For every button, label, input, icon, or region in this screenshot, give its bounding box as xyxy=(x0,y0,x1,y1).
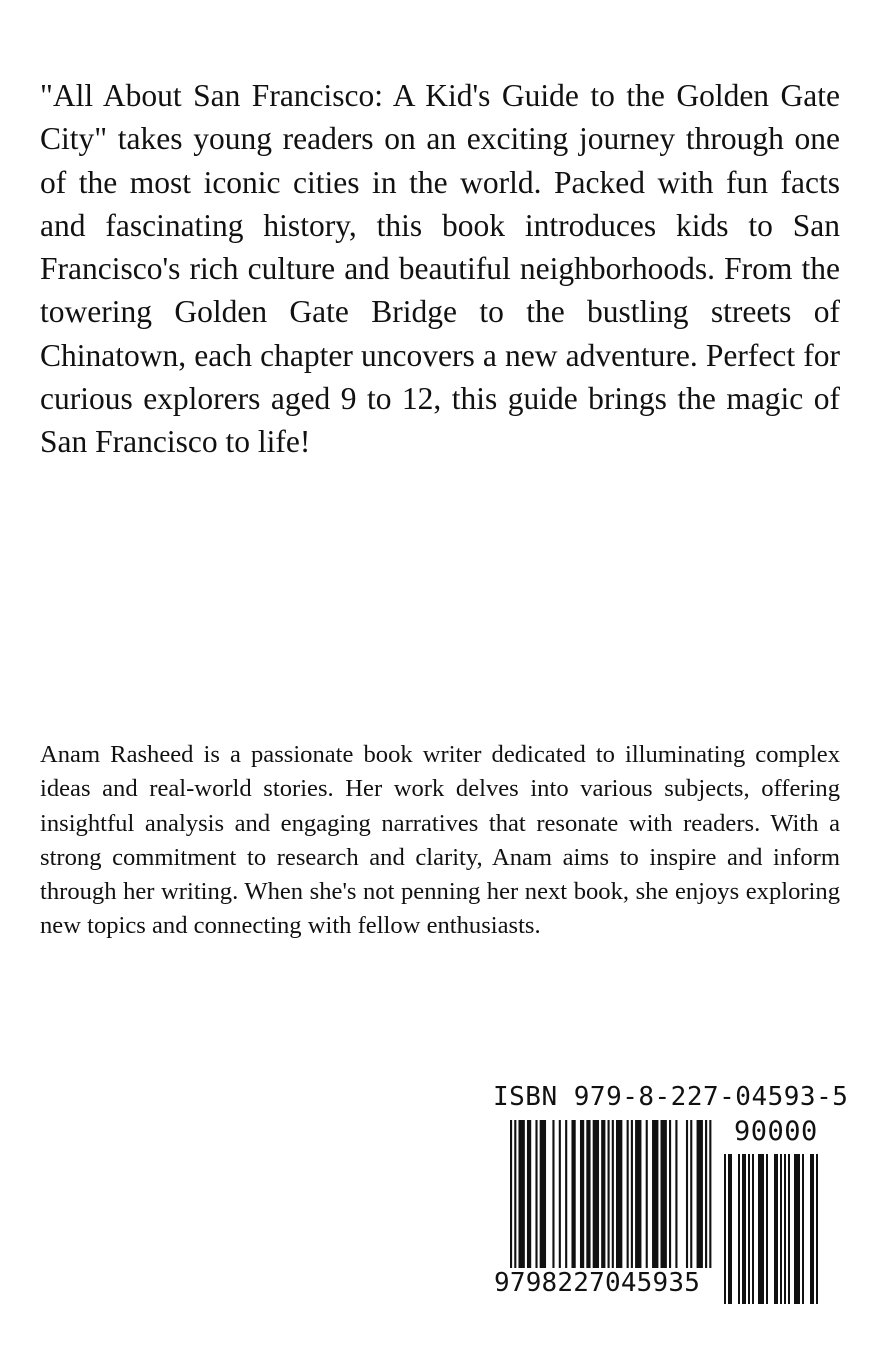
ean-bar xyxy=(593,1120,599,1268)
ean-bar xyxy=(552,1120,554,1268)
ean-bar xyxy=(616,1120,622,1268)
addon-bar xyxy=(788,1154,790,1304)
ean-bar xyxy=(652,1120,658,1268)
addon-bar xyxy=(724,1154,726,1304)
addon-bar xyxy=(758,1154,764,1304)
ean-bar xyxy=(518,1120,524,1268)
ean-bar xyxy=(690,1120,692,1268)
ean-bar xyxy=(697,1120,703,1268)
ean-bar xyxy=(669,1120,671,1268)
ean-bar xyxy=(705,1120,707,1268)
addon-bar xyxy=(794,1154,800,1304)
addon-bar xyxy=(748,1154,750,1304)
ean-bar xyxy=(608,1120,610,1268)
ean-bar xyxy=(631,1120,633,1268)
ean-bar xyxy=(601,1120,605,1268)
author-bio: Anam Rasheed is a passionate book writer dedicated to illuminating complex ideas and real-world stories. Her work delves into various subjects, offering insightful analysis and engaging narratives that resonate with readers. With a strong commitment to research and clarity, Anam aims to inspire and inform through her writing. When she's not penning her next book, she enjoys exploring new topics and connecting with fellow enthusiasts. xyxy=(40,741,840,940)
addon-bar xyxy=(752,1154,754,1304)
ean-bar xyxy=(510,1120,512,1268)
ean-bar xyxy=(540,1120,546,1268)
ean-digits: 9798227045935 xyxy=(494,1268,701,1298)
ean-bar xyxy=(661,1120,667,1268)
addon-bar xyxy=(780,1154,782,1304)
addon-bar xyxy=(784,1154,786,1304)
book-description: "All About San Francisco: A Kid's Guide to the Golden Gate City" takes young readers on an exciting journey through one of the most iconic cities in the world. Packed with fun facts and fascinating history, this book introduces kids to San Francisco's rich culture and beautiful neighborhoods. From the towering Golden Gate Bridge to the bustling streets of Chinatown, each chapter uncovers a new adventure. Perfect for curious explorers aged 9 to 12, this guide brings the magic of San Francisco to life! xyxy=(40,78,840,460)
ean-bar xyxy=(635,1120,641,1268)
ean-bar xyxy=(571,1120,575,1268)
ean-bar xyxy=(709,1120,711,1268)
addon-bar xyxy=(810,1154,814,1304)
isbn-label: ISBN 979-8-227-04593-5 xyxy=(493,1082,849,1112)
ean-bar xyxy=(565,1120,567,1268)
ean-bar xyxy=(535,1120,537,1268)
ean-bar xyxy=(627,1120,629,1268)
ean-bar xyxy=(646,1120,648,1268)
addon-bar xyxy=(802,1154,804,1304)
ean-bar xyxy=(514,1120,516,1268)
ean-bar xyxy=(675,1120,677,1268)
ean-bar xyxy=(580,1120,584,1268)
addon-bar xyxy=(728,1154,732,1304)
addon-bar xyxy=(816,1154,818,1304)
ean-bar xyxy=(586,1120,590,1268)
addon-bar xyxy=(766,1154,768,1304)
ean-bar xyxy=(612,1120,614,1268)
addon-bar xyxy=(774,1154,778,1304)
ean-bar xyxy=(527,1120,531,1268)
isbn-barcode xyxy=(482,1072,849,1312)
ean-bar xyxy=(559,1120,561,1268)
ean-bar xyxy=(686,1120,688,1268)
price-code: 90000 xyxy=(734,1116,818,1147)
addon-bar xyxy=(738,1154,740,1304)
addon-bar xyxy=(742,1154,746,1304)
